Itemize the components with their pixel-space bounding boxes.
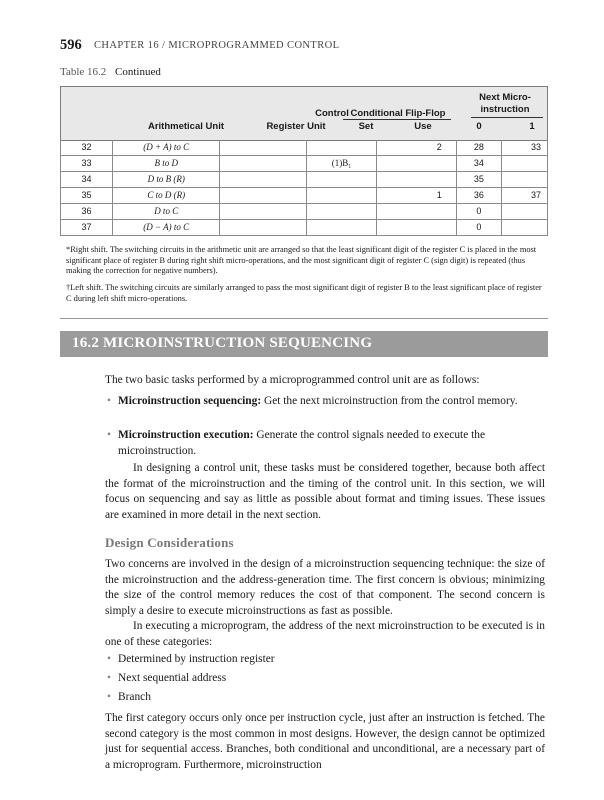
bullet-text: Get the next microinstruction from the control memory. [261, 395, 518, 407]
header-col-1: 1 [529, 121, 535, 132]
header-col-0: 0 [476, 121, 482, 132]
list-item [107, 671, 546, 687]
table-row [61, 220, 548, 236]
page-number: 596 [60, 37, 82, 53]
table-row [61, 140, 548, 156]
table-cell-c1 [501, 204, 547, 220]
bullet-text: Branch [118, 691, 151, 703]
header-underline [471, 117, 543, 118]
section-title: 16.2 MICROINSTRUCTION SEQUENCING [72, 335, 373, 351]
table-row [61, 188, 548, 204]
bullet-text: Next sequential address [118, 672, 227, 684]
header-use: Use [414, 121, 432, 132]
table-cell-a: B to D [113, 156, 220, 172]
divider [60, 318, 548, 319]
table-cell-a: (D − A) to C [113, 220, 220, 236]
table-row [61, 156, 548, 172]
table-cell-s: (1)B₁ [307, 156, 376, 172]
list-item [107, 652, 546, 668]
table-cell-c0: 35 [456, 172, 501, 188]
table-cell-n: 32 [61, 140, 113, 156]
paragraph: In executing a microprogram, the address of the next microinstruction to be executed is in one of these categories: [105, 620, 545, 648]
table-cell-s [307, 172, 376, 188]
table-cell-n: 36 [61, 204, 113, 220]
list-item [107, 394, 546, 410]
table-cell-s [307, 220, 376, 236]
table-cell-c0: 34 [456, 156, 501, 172]
bullet-icon: • [107, 395, 111, 407]
table-cell-s [307, 188, 376, 204]
intro-paragraph: The two basic tasks performed by a microprogrammed control unit are as follows: [105, 374, 480, 386]
table-cell-s [307, 204, 376, 220]
table-cell-u: 1 [376, 188, 456, 204]
list-item [107, 428, 546, 459]
table-cell-c0: 0 [456, 204, 501, 220]
paragraph: The first category occurs only once per instruction cycle, just after an instruction is fetched. The second category is the most common in most designs. However, the design cannot be optimized just for sequential access. Branches, both conditional and unconditional, are a necessary part of a microprogram. Furthermore, microinstruction [105, 712, 545, 771]
header-instruction: instruction [480, 104, 530, 115]
footnote-right-shift: *Right shift. The switching circuits in the arithmetic unit are arranged so that the least significant digit of the register C is placed in the most significant place of register B during right shift micro-operations, and the most significant digit of register C (sign digit) is repeated (thus making the correction for negative numbers). [66, 245, 537, 275]
table-cell-u [376, 204, 456, 220]
paragraph: Two concerns are involved in the design of a microinstruction sequencing technique: the size of the microinstruction and the address-generation time. The first concern is obvious; minimizing the size of the control memory reduces the cost of that component. The second concern is simply a desire to execute microinstructions as fast as possible. [105, 558, 545, 617]
table-cell-r [220, 140, 307, 156]
table-cell-u [376, 220, 456, 236]
table-row [61, 204, 548, 220]
table-cell-c0: 28 [456, 140, 501, 156]
table-cell-r [220, 156, 307, 172]
table-header [60, 86, 548, 141]
footnote-left-shift: †Left shift. The switching circuits are similarly arranged to pass the most significant digit of register B to the least significant place of register C during left shift micro-operations. [66, 283, 542, 303]
bullet-term: Microinstruction execution: [118, 429, 254, 441]
header-control: Control [315, 108, 349, 119]
table-cell-c1 [501, 220, 547, 236]
table-cell-n: 37 [61, 220, 113, 236]
table-caption-label: Table 16.2 [60, 66, 107, 78]
header-next-micro: Next Micro- [479, 92, 531, 103]
section-heading-band [60, 331, 548, 357]
table-cell-c0: 36 [456, 188, 501, 204]
subheading: Design Considerations [105, 535, 234, 550]
bullet-icon: • [107, 672, 111, 684]
table-cell-u: 2 [376, 140, 456, 156]
list-item [107, 690, 546, 706]
table-row [61, 172, 548, 188]
bullet-term: Microinstruction sequencing: [118, 395, 262, 407]
table-cell-c1: 37 [501, 188, 547, 204]
table-cell-c0: 0 [456, 220, 501, 236]
table-cell-n: 35 [61, 188, 113, 204]
data-table [60, 140, 548, 236]
header-set: Set [358, 121, 374, 132]
table-cell-a: C to D (R) [113, 188, 220, 204]
table-cell-c1 [501, 156, 547, 172]
table-cell-r [220, 204, 307, 220]
chapter-heading: CHAPTER 16 / MICROPROGRAMMED CONTROL [94, 40, 340, 51]
table-cell-s [307, 140, 376, 156]
table-cell-n: 33 [61, 156, 113, 172]
table-cell-a: D to B (R) [113, 172, 220, 188]
header-underline [343, 119, 451, 120]
header-conditional-flip-flop: Conditional Flip-Flop [350, 108, 446, 119]
table-cell-c1 [501, 172, 547, 188]
table-cell-r [220, 188, 307, 204]
table-cell-a: D to C [113, 204, 220, 220]
table-cell-u [376, 156, 456, 172]
bullet-icon: • [107, 429, 111, 441]
table-cell-c1: 33 [501, 140, 547, 156]
header-register-unit: Register Unit [266, 121, 326, 132]
table-caption-text: Continued [115, 66, 161, 78]
bullet-text: Generate the control signals needed to execute the microinstruction. [118, 429, 486, 457]
table-cell-n: 34 [61, 172, 113, 188]
bullet-icon: • [107, 653, 111, 665]
bullet-text: Determined by instruction register [118, 653, 275, 665]
bullet-icon: • [107, 691, 111, 703]
table-cell-u [376, 172, 456, 188]
header-arithmetical-unit: Arithmetical Unit [147, 121, 224, 132]
table-cell-r [220, 172, 307, 188]
table-cell-a: (D + A) to C [113, 140, 220, 156]
table-caption [60, 66, 161, 78]
table-cell-r [220, 220, 307, 236]
paragraph: In designing a control unit, these tasks must be considered together, because both affect the format of the microinstruction and the timing of the control unit. In this section, we will focus on sequencing and say as little as possible about format and timing issues. These issues are examined in more detail in the next section. [105, 462, 545, 521]
